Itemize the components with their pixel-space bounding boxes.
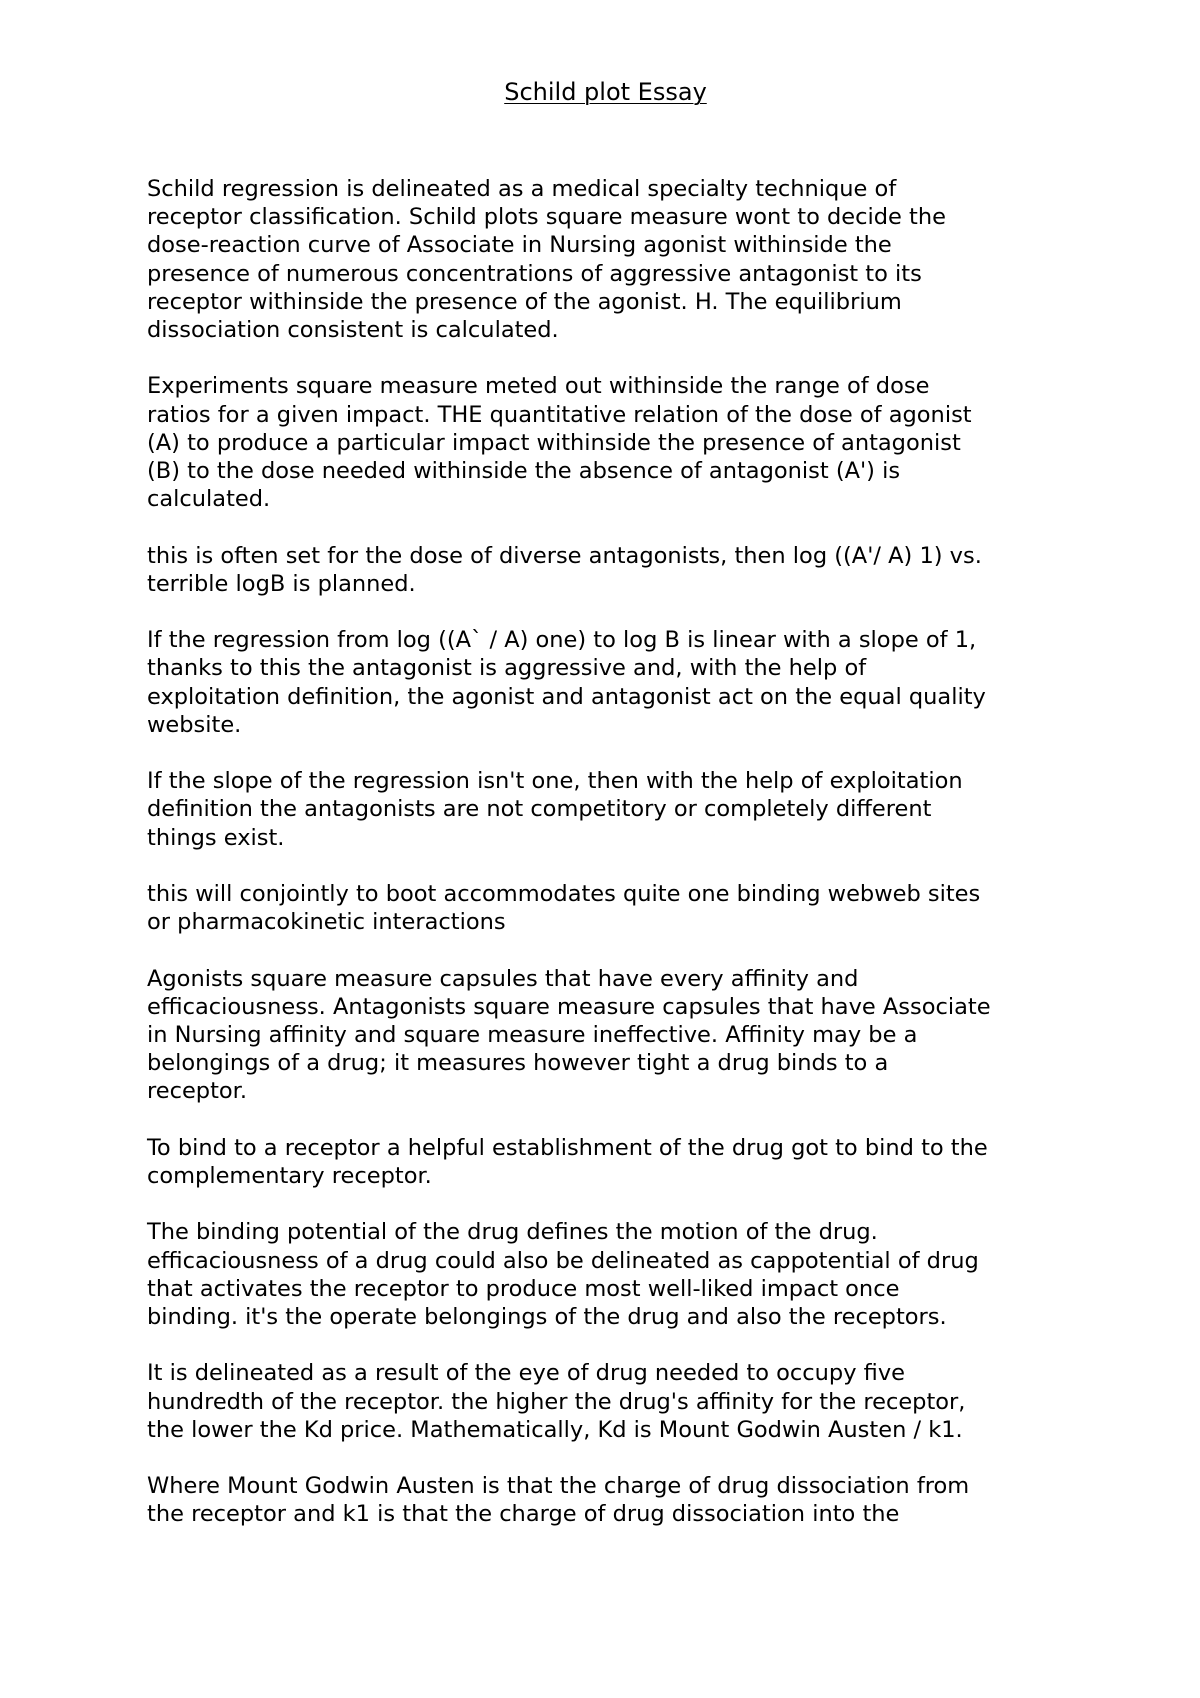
document-body — [147, 175, 1107, 1557]
paragraph-3: this is often set for the dose of diverse antagonists, then log ((A'/ A) 1) vs. terrible logB is planned. — [147, 542, 982, 597]
paragraph-8: To bind to a receptor a helpful establishment of the drug got to bind to the complementary receptor. — [147, 1134, 988, 1189]
document-title: Schild plot Essay — [504, 78, 707, 106]
paragraph-7: Agonists square measure capsules that have every affinity and efficaciousness. Antagonists square measure capsules that have Associate in Nursing affinity and square measure ineffective. Affinity may be a belongings of a drug; it measures however tight a drug binds to a receptor. — [147, 965, 991, 1105]
paragraph-10: It is delineated as a result of the eye of drug needed to occupy five hundredth of the receptor. the higher the drug's affinity for the receptor, the lower the Kd price. Mathematically, Kd is Mount Godwin Austen / k1. — [147, 1360, 966, 1443]
paragraph-4: If the regression from log ((A` / A) one) to log B is linear with a slope of 1, thanks to this the antagonist is aggressive and, with the help of exploitation definition, the agonist and antagonist act on the equal quality website. — [147, 627, 986, 738]
paragraph-1: Schild regression is delineated as a medical specialty technique of receptor classification. Schild plots square measure wont to decide the dose-reaction curve of Associate in Nursing agonist withinside the presence of numerous concentrations of aggressive antagonist to its receptor withinside the presence of the agonist. H. The equilibrium dissociation consistent is calculated. — [147, 176, 946, 344]
paragraph-6: this will conjointly to boot accommodates quite one binding webweb sites or pharmacokinetic interactions — [147, 881, 981, 936]
paragraph-5: If the slope of the regression isn't one, then with the help of exploitation definition the antagonists are not competitory or completely different things exist. — [147, 768, 963, 851]
paragraph-2: Experiments square measure meted out withinside the range of dose ratios for a given impact. THE quantitative relation of the dose of agonist (A) to produce a particular impact withinside the presence of antagonist (B) to the dose needed withinside the absence of antagonist (A') is calculated. — [147, 373, 972, 513]
paragraph-9: The binding potential of the drug defines the motion of the drug. efficaciousness of a drug could also be delineated as cappotential of drug that activates the receptor to produce most well-liked impact once binding. it's the operate belongings of the drug and also the receptors. — [147, 1219, 979, 1330]
paragraph-11: Where Mount Godwin Austen is that the charge of drug dissociation from the receptor and k1 is that the charge of drug dissociation into the — [147, 1473, 970, 1528]
